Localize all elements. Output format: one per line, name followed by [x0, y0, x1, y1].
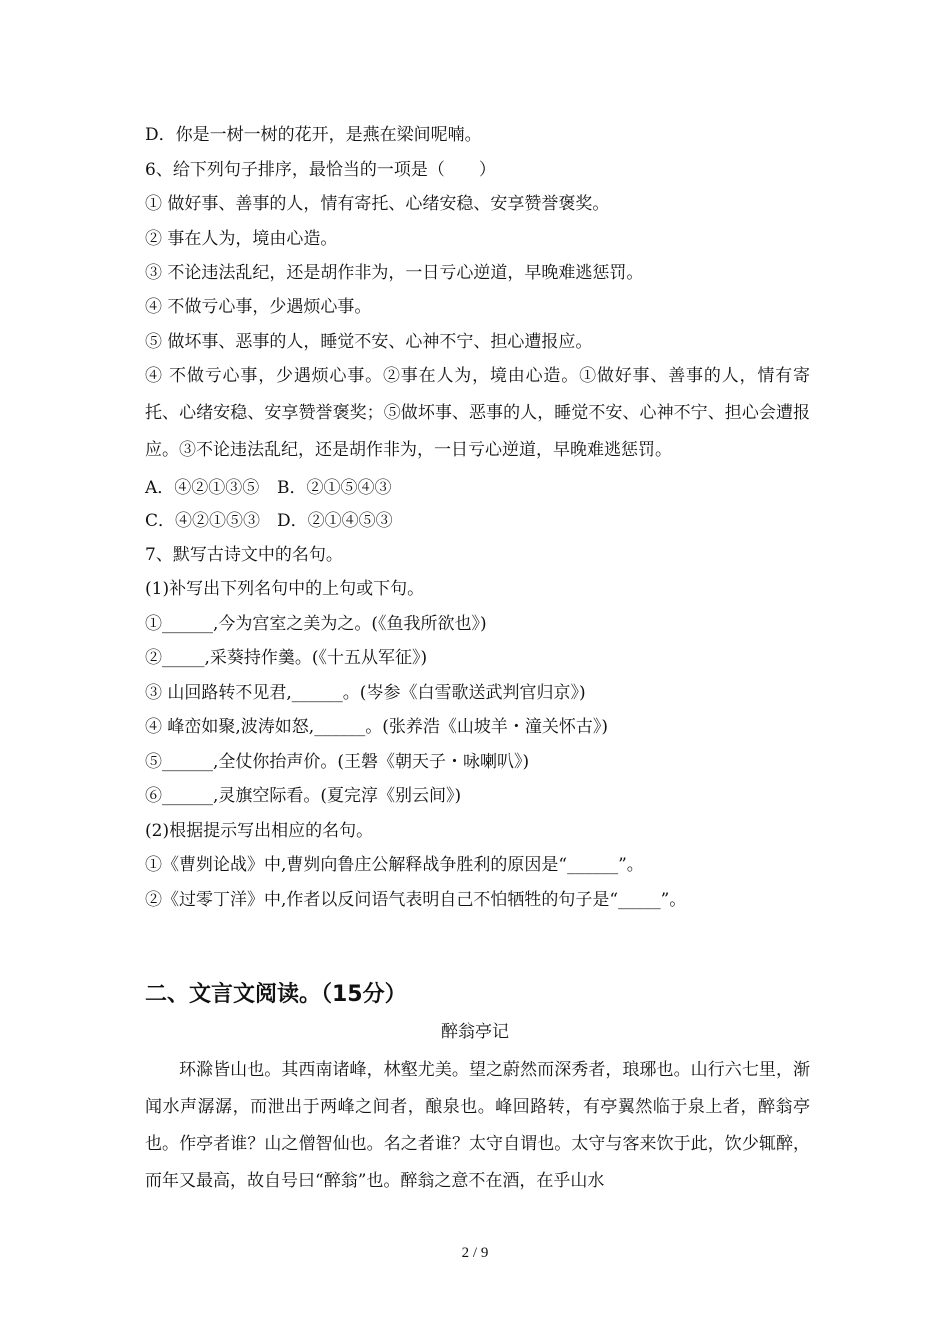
- question-6: 6、给下列句子排序，最恰当的一项是（ ）: [145, 160, 496, 180]
- sentence-5: ⑤ 做坏事、恶事的人，睡觉不安、心神不宁、担心遭报应。: [145, 332, 593, 352]
- option-d-line: D．你是一树一树的花开，是燕在梁间呢喃。: [145, 125, 482, 145]
- part-2-instruction: (2)根据提示写出相应的名句。: [145, 821, 374, 841]
- sentence-2: ② 事在人为，境由心造。: [145, 229, 338, 249]
- part-1-instruction: (1)补写出下列名句中的上句或下句。: [145, 579, 425, 599]
- sentence-3: ③ 不论违法乱纪，还是胡作非为，一日亏心逆道，早晚难逃惩罚。: [145, 263, 644, 283]
- section-heading: 二、文言文阅读。（15分）: [145, 982, 407, 1007]
- options-row-ab: [145, 477, 815, 499]
- part-2-item-2: ②《过零丁洋》中,作者以反问语气表明自己不怕牺牲的句子是“_____”。: [145, 890, 687, 910]
- option-b: B．②①⑤④③: [277, 478, 392, 498]
- part-1-item-6: ⑥______,灵旗空际看。(夏完淳《别云间》): [145, 786, 462, 806]
- part-1-item-4: ④ 峰峦如聚,波涛如怒,______。(张养浩《山坡羊・潼关怀古》): [145, 717, 608, 737]
- part-1-item-3: ③ 山回路转不见君,______。(岑参《白雪歌送武判官归京》): [145, 683, 586, 703]
- part-1-item-1: ①______,今为宫室之美为之。(《鱼我所欲也》): [145, 614, 487, 634]
- sentence-4: ④ 不做亏心事，少遇烦心事。: [145, 297, 372, 317]
- part-1-item-2: ②_____,采葵持作羹。(《十五从军征》): [145, 648, 428, 668]
- option-c: C．④②①⑤③: [145, 511, 261, 531]
- options-row-cd: [145, 510, 815, 532]
- part-1-item-5: ⑤______,全仗你抬声价。(王磐《朝天子・咏喇叭》): [145, 752, 530, 772]
- option-a: A．④②①③⑤: [145, 478, 260, 498]
- passage-title: 醉翁亭记: [441, 1022, 509, 1042]
- passage-paragraph: 环滁皆山也。其西南诸峰，林壑尤美。望之蔚然而深秀者，琅琊也。山行六七里，渐闻水声潺潺，而泄出于两峰之间者，酿泉也。峰回路转，有亭翼然临于泉上者，醉翁亭也。作亭者谁？山之僧智仙也。名之者谁？太守自谓也。太守与客来饮于此，饮少辄醉，而年又最高，故自号曰“醉翁”也。醉翁之意不在酒，在乎山水: [145, 1060, 810, 1191]
- part-2-item-1: ①《曹刿论战》中,曹刿向鲁庄公解释战争胜利的原因是“______”。: [145, 855, 644, 875]
- ordered-answer: ④ 不做亏心事，少遇烦心事。②事在人为，境由心造。①做好事、善事的人，情有寄托、心绪安稳、安享赞誉褒奖；⑤做坏事、恶事的人，睡觉不安、心神不宁、担心会遭报应。③不论违法乱纪，还是胡作非为，一日亏心逆道，早晚难逃惩罚。: [145, 366, 810, 460]
- page-number: 2 / 9: [461, 1245, 489, 1261]
- option-d: D．②①④⑤③: [277, 511, 393, 531]
- question-7: 7、默写古诗文中的名句。: [145, 545, 343, 565]
- sentence-1: ① 做好事、善事的人，情有寄托、心绪安稳、安享赞誉褒奖。: [145, 194, 610, 214]
